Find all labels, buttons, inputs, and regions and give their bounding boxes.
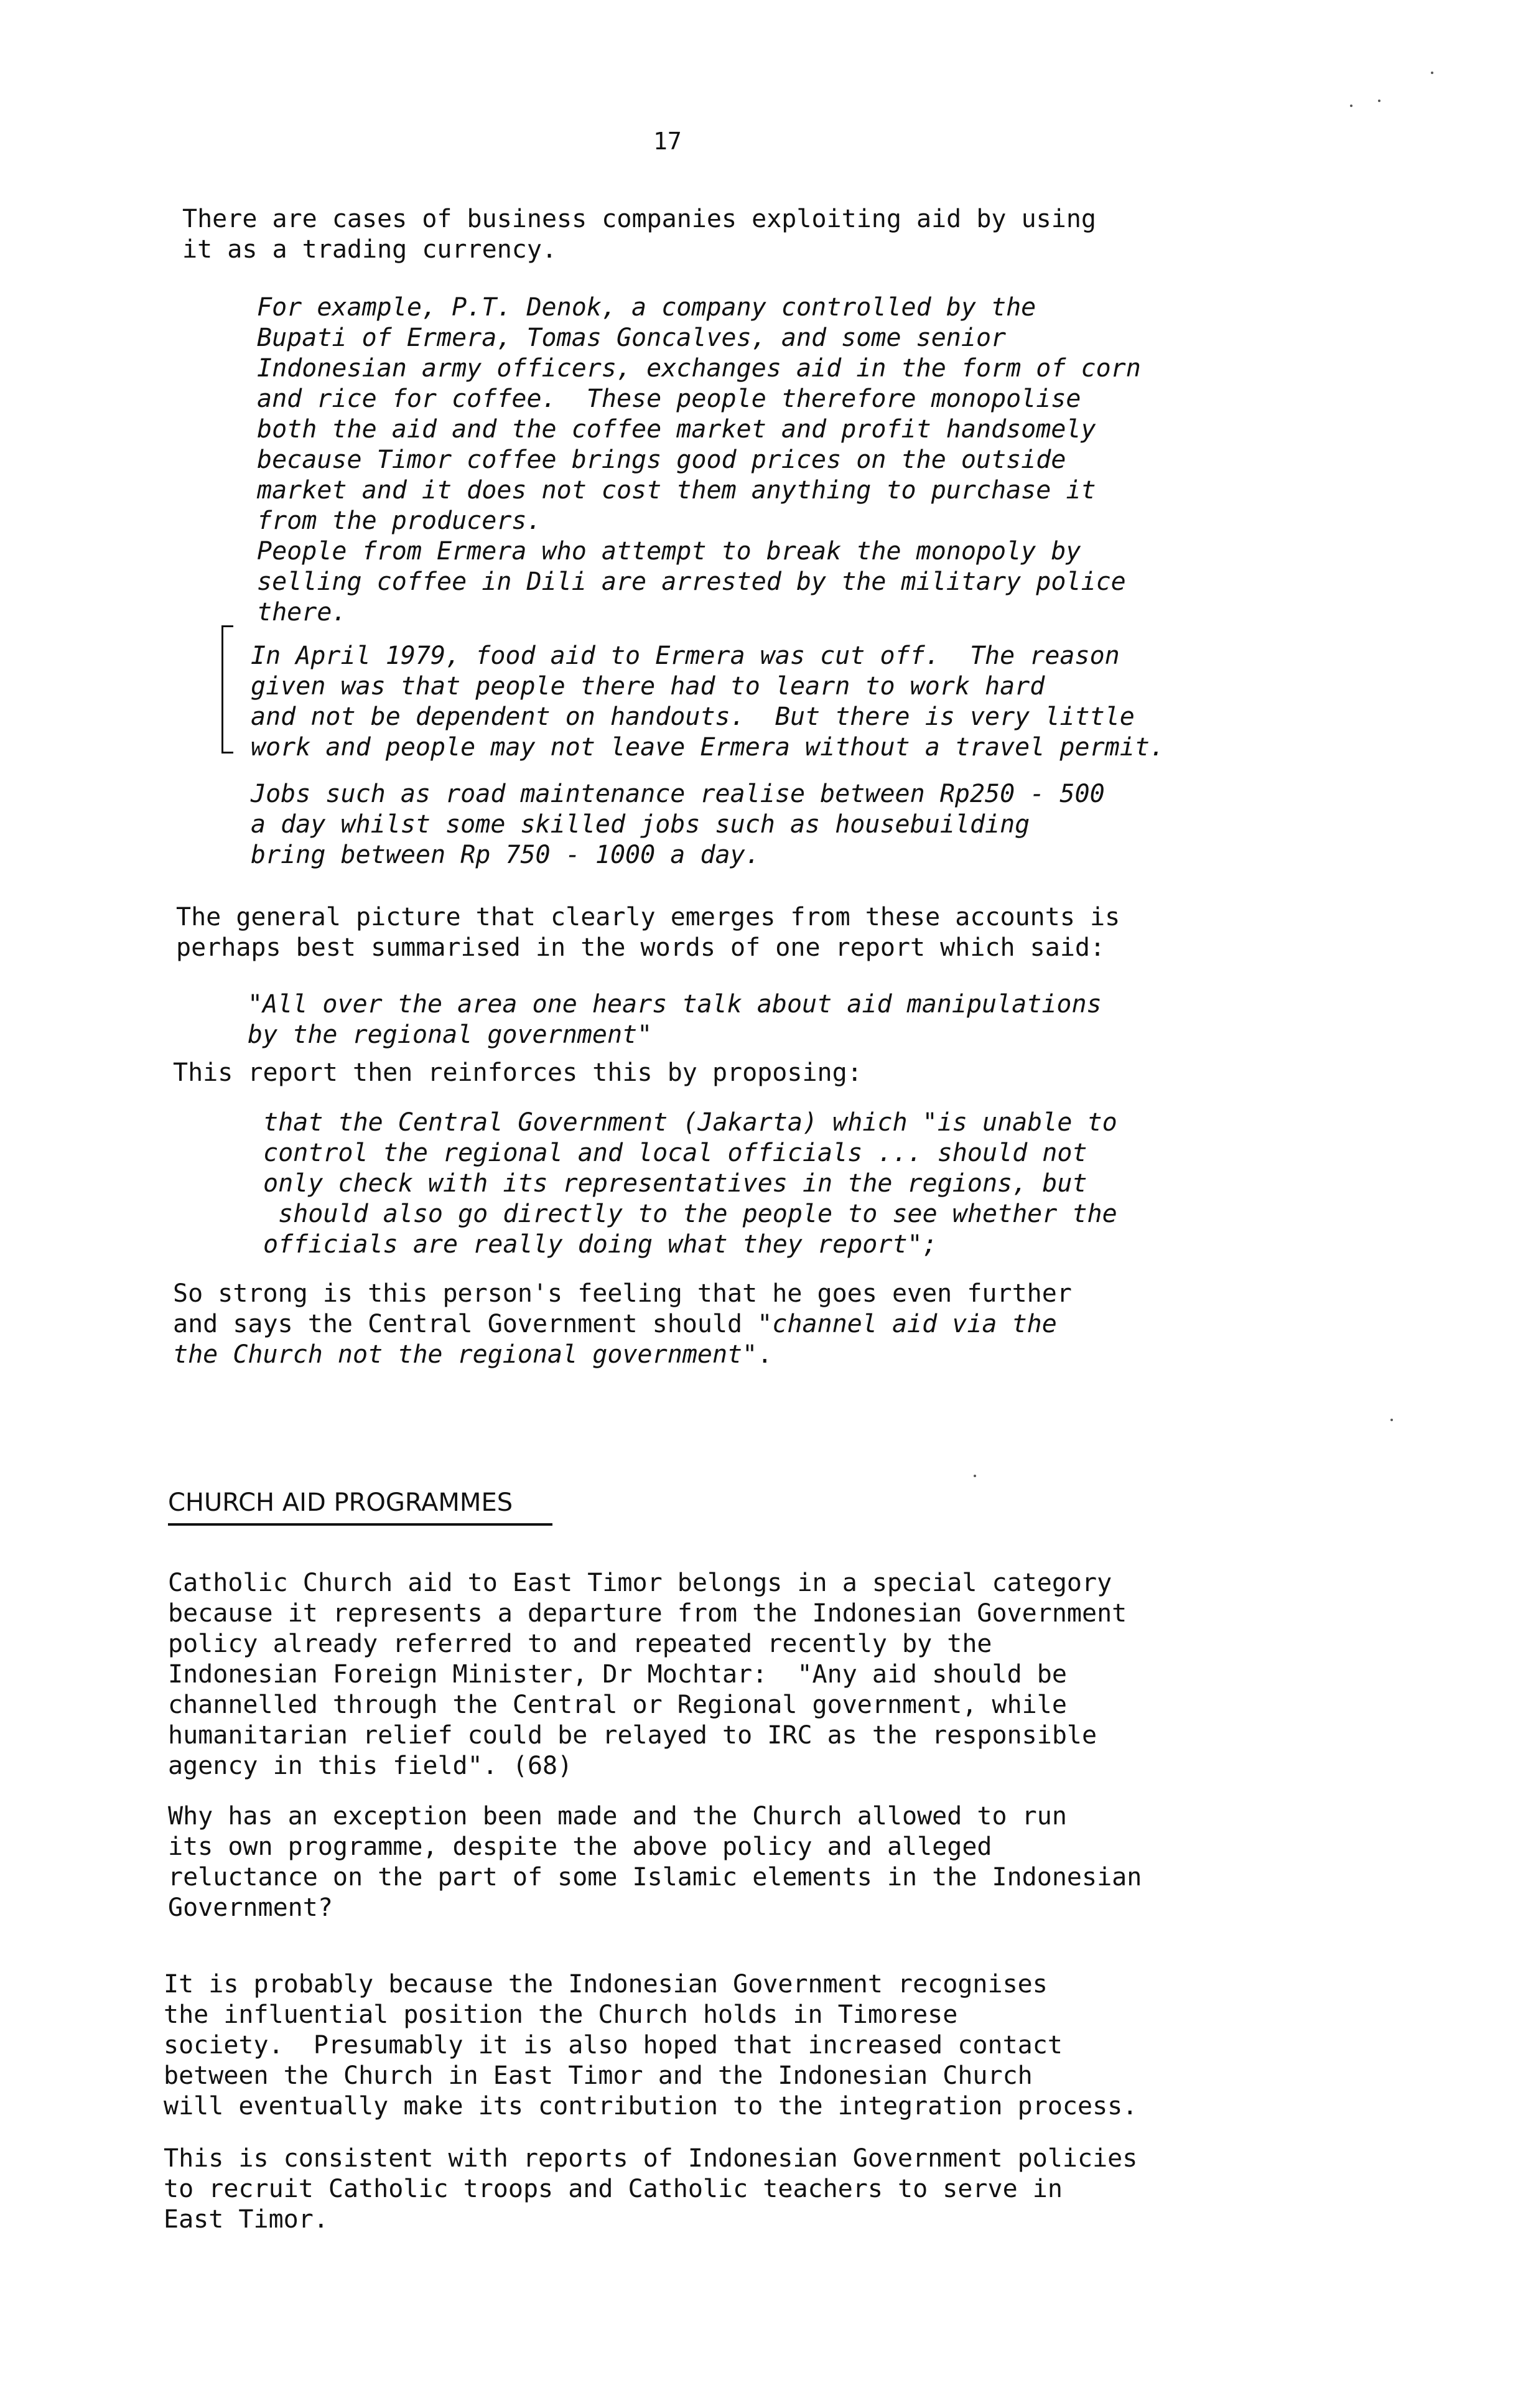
quote-jobs-wages: Jobs such as road maintenance realise between Rp250 - 500 a day whilst some skilled jobs such as housebuilding bring between Rp 750 - 1000 a day. [251, 780, 1105, 869]
page-number: 17 [653, 128, 682, 155]
paragraph-influential-position: It is probably because the Indonesian Government recognises the influential position the Church holds in Timorese society. Presumably it is also hoped that increased contact between the Church in East Timor and the Indonesian Church will eventually make its contribution to the integration process. [164, 1970, 1138, 2121]
paragraph-business-exploitation: There are cases of business companies exploiting aid by using it as a trading currency. [182, 205, 1097, 264]
scan-speck [1378, 100, 1380, 102]
paragraph-strong-feeling-text: So strong is this person's feeling that he goes even further and says the Central Government should [173, 1279, 1072, 1338]
paragraph-general-picture: The general picture that clearly emerges from these accounts is perhaps best summarised in the words of one report which said: [176, 903, 1120, 962]
paragraph-report-proposing: This report then reinforces this by proposing: [173, 1058, 862, 1087]
quote-central-government: that the Central Government (Jakarta) which "is unable to control the regional and local officials ... should not only check with its representatives in the regions, but should also go directly to the people to see whether the officials are really doing what they report"; [263, 1108, 1117, 1259]
paragraph-recruitment-policy: This is consistent with reports of Indonesian Government policies to recruit Catholic troops and Catholic teachers to serve in East Timor. [164, 2144, 1138, 2234]
quote-food-aid-cut: In April 1979, food aid to Ermera was cut off. The reason given was that people there had to learn to work hard and not be dependent on handouts. But there is very little work and people may not leave Ermera without a travel permit. [251, 642, 1165, 762]
paragraph-catholic-church-aid: Catholic Church aid to East Timor belongs in a special category because it represents a departure from the Indonesian Government policy already referred to and repeated recently by the Indonesian Foreign Minister, Dr Mochtar: "Any aid should be channelled through the Central or Regional government, while humanitarian relief could be relayed to IRC as the responsible agency in this field". (68) [168, 1569, 1127, 1780]
quote-pt-denok: For example, P.T. Denok, a company controlled by the Bupati of Ermera, Tomas Goncalves, and some senior Indonesian army officers, exchanges aid in the form of corn and rice for coffee. These people therefore monopolise both the aid and the coffee market and profit handsomely because Timor coffee brings good prices on the outside market and it does not cost them anything to purchase it from the producers. People from Ermera who attempt to break the monopoly by selling coffee in Dili are arrested by the military police there. [257, 293, 1141, 627]
paragraph-strong-feeling-quote: "channel aid via the the Church not the regional government" [173, 1310, 1057, 1369]
margin-bracket [221, 625, 233, 754]
scan-speck [1390, 1419, 1393, 1421]
paragraph-why-exception: Why has an exception been made and the Church allowed to run its own programme, despite the above policy and alleged reluctance on the part of some Islamic elements in the Indonesian Government? [168, 1802, 1142, 1922]
scan-speck [1431, 72, 1433, 74]
paragraph-strong-feeling [173, 1279, 1072, 1370]
scan-speck [974, 1475, 976, 1477]
scan-speck [1350, 105, 1352, 107]
quote-aid-manipulations: "All over the area one hears talk about aid manipulations by the regional government" [248, 990, 1102, 1049]
heading-underline [168, 1523, 552, 1526]
paragraph-strong-feeling-end: . [757, 1340, 773, 1369]
section-heading-church-aid: CHURCH AID PROGRAMMES [168, 1488, 513, 1517]
